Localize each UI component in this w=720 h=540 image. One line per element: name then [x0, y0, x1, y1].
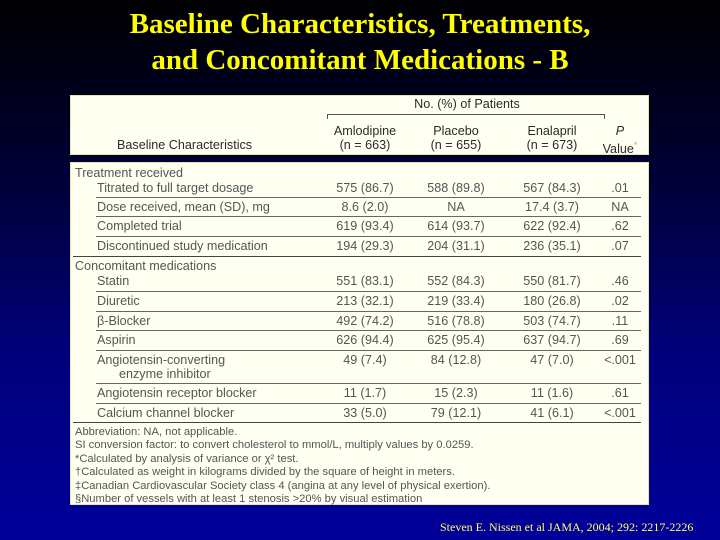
cell-placebo: 84 (12.8)	[430, 353, 482, 367]
footnote: *Calculated by analysis of variance or χ² test.	[75, 453, 299, 465]
row-label: Angiotensin-converting	[97, 353, 226, 367]
cell-enalapril: 550 (81.7)	[523, 274, 581, 288]
row-label: Discontinued study medication	[97, 239, 268, 253]
cell-amlodipine: 619 (93.4)	[336, 219, 394, 233]
group-label-treatment: Treatment received	[75, 166, 184, 180]
row-label: Diuretic	[97, 294, 140, 308]
cell-amlodipine: 213 (32.1)	[336, 294, 394, 308]
group-label-concomitant: Concomitant medications	[75, 259, 217, 273]
header-enalapril: Enalapril	[527, 124, 577, 138]
cell-enalapril: 41 (6.1)	[530, 406, 574, 420]
cell-p-value: <.001	[604, 406, 636, 420]
cell-enalapril: 503 (74.7)	[523, 314, 581, 328]
row-label-continued: enzyme inhibitor	[119, 367, 211, 381]
cell-amlodipine: 8.6 (2.0)	[341, 200, 389, 214]
row-label: Dose received, mean (SD), mg	[97, 200, 270, 214]
cell-enalapril: 637 (94.7)	[523, 333, 581, 347]
table-row	[71, 236, 648, 256]
cell-amlodipine: 11 (1.7)	[343, 386, 387, 400]
footnote: SI conversion factor: to convert cholesterol to mmol/L, multiply values by 0.0259.	[75, 439, 474, 451]
row-label: Calcium channel blocker	[97, 406, 235, 420]
footnote: §Number of vessels with at least 1 stenosis >20% by visual estimation	[75, 493, 423, 505]
cell-enalapril: 180 (26.8)	[523, 294, 581, 308]
cell-placebo: 79 (12.1)	[430, 406, 482, 420]
row-label: Angiotensin receptor blocker	[97, 386, 257, 400]
footnote: †Calculated as weight in kilograms divided by the square of height in meters.	[75, 466, 455, 478]
header-p-value	[594, 138, 646, 157]
header-placebo: Placebo	[433, 124, 479, 138]
table-row	[71, 197, 648, 217]
cell-enalapril: 567 (84.3)	[523, 181, 581, 195]
table-row	[71, 330, 648, 350]
footnote: ‡Canadian Cardiovascular Society class 4 (angina at any level of physical exertion).	[75, 480, 491, 492]
slide-title-line-1: Baseline Characteristics, Treatments,	[129, 8, 591, 40]
cell-amlodipine: 33 (5.0)	[343, 406, 387, 420]
row-label: Titrated to full target dosage	[97, 181, 254, 195]
cell-amlodipine: 492 (74.2)	[336, 314, 394, 328]
header-p: P	[615, 124, 625, 138]
cell-amlodipine: 194 (29.3)	[336, 239, 394, 253]
table-body	[70, 162, 649, 505]
row-label: Statin	[97, 274, 130, 288]
table-bottom-rule	[73, 422, 641, 423]
header-p-footnote-mark: *	[633, 140, 638, 150]
row-label: Completed trial	[97, 219, 182, 233]
cell-amlodipine: 49 (7.4)	[343, 353, 387, 367]
table-row	[71, 350, 648, 383]
table-row	[71, 216, 648, 236]
table-row	[71, 311, 648, 331]
cell-p-value: <.001	[604, 353, 636, 367]
cell-amlodipine: 575 (86.7)	[336, 181, 394, 195]
row-label: Aspirin	[97, 333, 136, 347]
cell-p-value: .01	[611, 181, 629, 195]
cell-amlodipine: 626 (94.4)	[336, 333, 394, 347]
cell-p-value: .07	[611, 239, 629, 253]
slide-title-line-2: and Concomitant Medications - B	[151, 44, 569, 76]
cell-placebo: 625 (95.4)	[427, 333, 485, 347]
header-enalapril-n: (n = 673)	[526, 138, 578, 152]
header-p-value-text: Value	[602, 142, 634, 157]
footnote: Abbreviation: NA, not applicable.	[75, 426, 238, 438]
cell-p-value: .11	[611, 314, 629, 328]
cell-placebo: 516 (78.8)	[427, 314, 485, 328]
cell-placebo: 614 (93.7)	[427, 219, 485, 233]
cell-p-value: NA	[611, 200, 629, 214]
cell-p-value: .61	[611, 386, 629, 400]
citation: Steven E. Nissen et al JAMA, 2004; 292: 2217-2226	[440, 520, 694, 534]
cell-placebo: 588 (89.8)	[427, 181, 485, 195]
slide-title	[0, 6, 720, 78]
cell-enalapril: 11 (1.6)	[530, 386, 574, 400]
header-amlodipine: Amlodipine	[333, 124, 397, 138]
cell-placebo: 552 (84.3)	[427, 274, 485, 288]
column-span-label: No. (%) of Patients	[414, 97, 520, 111]
table-row	[71, 291, 648, 311]
cell-placebo: NA	[447, 200, 465, 214]
cell-enalapril: 236 (35.1)	[523, 239, 581, 253]
cell-p-value: .62	[611, 219, 629, 233]
cell-placebo: 204 (31.1)	[427, 239, 485, 253]
cell-enalapril: 47 (7.0)	[530, 353, 574, 367]
header-placebo-n: (n = 655)	[430, 138, 482, 152]
table-header	[70, 95, 649, 155]
header-amlodipine-n: (n = 663)	[339, 138, 391, 152]
header-baseline-characteristics: Baseline Characteristics	[117, 138, 253, 152]
row-label: β-Blocker	[97, 314, 151, 328]
cell-p-value: .46	[611, 274, 629, 288]
table-row	[71, 403, 648, 423]
cell-placebo: 15 (2.3)	[434, 386, 478, 400]
cell-p-value: .02	[611, 294, 629, 308]
cell-amlodipine: 551 (83.1)	[336, 274, 394, 288]
cell-enalapril: 17.4 (3.7)	[525, 200, 579, 214]
column-span-bracket	[327, 114, 605, 115]
cell-p-value: .69	[611, 333, 629, 347]
table-row	[71, 271, 648, 291]
group-divider	[73, 256, 641, 257]
cell-enalapril: 622 (92.4)	[523, 219, 581, 233]
table-row	[71, 178, 648, 198]
cell-placebo: 219 (33.4)	[427, 294, 485, 308]
table-row	[71, 383, 648, 403]
